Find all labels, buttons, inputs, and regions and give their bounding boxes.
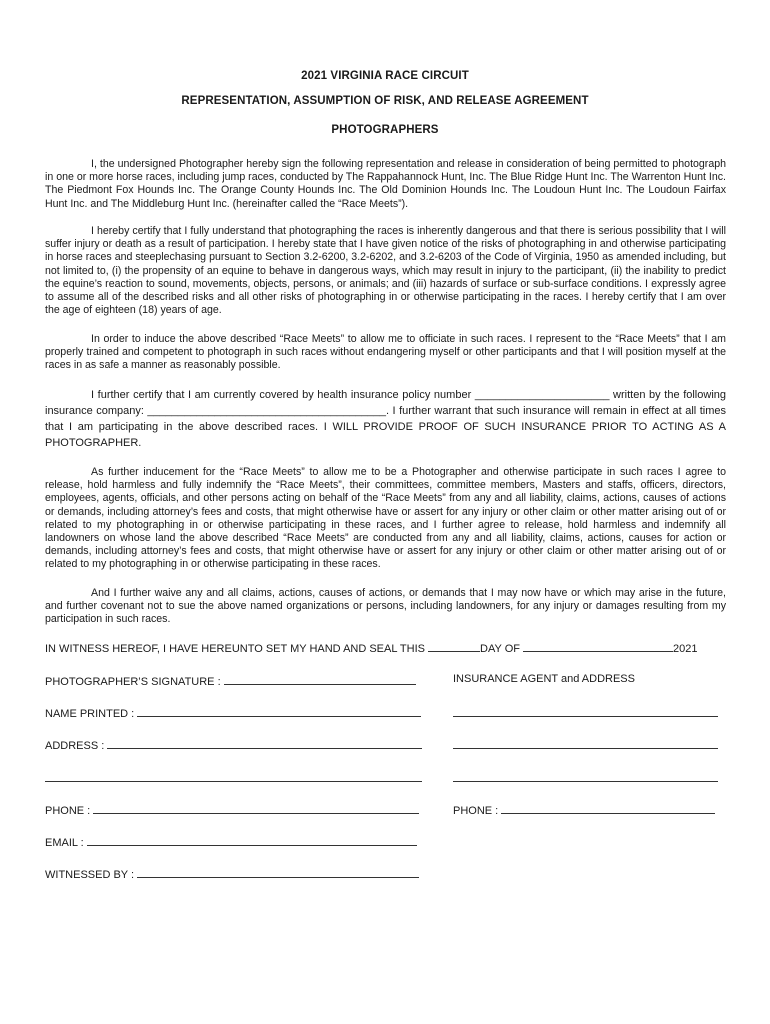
document-subtitle: REPRESENTATION, ASSUMPTION OF RISK, AND RELEASE AGREEMENT: [181, 95, 589, 107]
insurance-agent-line-3[interactable]: [453, 781, 718, 782]
email-field[interactable]: [87, 834, 417, 846]
signature-row: [45, 673, 416, 688]
phone-row: [45, 802, 419, 817]
insurance-agent-line-2[interactable]: [453, 748, 718, 749]
document-title: 2021 VIRGINIA RACE CIRCUIT: [301, 70, 469, 82]
insurance-agent-label: INSURANCE AGENT and ADDRESS: [453, 673, 635, 685]
paragraph-insurance: I further certify that I am currently covered by health insurance policy number ______________________ written by the following insurance company: _______________________________________. I further warrant that such insurance will remain in effect at all times that I am participating in the above described races. I WILL PROVIDE PROOF OF SUCH INSURANCE PRIOR TO ACTING AS A PHOTOGRAPHER.: [45, 389, 726, 449]
witness-line: [45, 640, 698, 655]
paragraph-representation: In order to induce the above described “Race Meets” to allow me to officiate in such races. I represent to the “Race Meets” that I am properly trained and competent to photograph in such races without endangering myself or other participants and that I will position myself at the races in as safe a manner as reasonably possible.: [45, 333, 726, 372]
agent-phone-label: PHONE :: [453, 805, 499, 817]
witnessed-row: [45, 866, 419, 881]
month-field[interactable]: [523, 640, 673, 652]
signature-label: PHOTOGRAPHER’S SIGNATURE :: [45, 676, 221, 688]
signature-field[interactable]: [224, 673, 416, 685]
phone-field[interactable]: [93, 802, 419, 814]
phone-label: PHONE :: [45, 805, 91, 817]
address-field[interactable]: [107, 737, 422, 749]
name-row: [45, 705, 421, 720]
witness-day-of: DAY OF: [480, 643, 520, 655]
witnessed-label: WITNESSED BY :: [45, 869, 135, 881]
email-label: EMAIL :: [45, 837, 84, 849]
paragraph-waiver: And I further waive any and all claims, actions, causes of actions, or demands that I may now have or which may arise in the future, and further covenant not to sue the above named organizations or persons, including landowners, for any injury or damages resulting from my participation in such races.: [45, 587, 726, 626]
witnessed-field[interactable]: [137, 866, 419, 878]
insurance-agent-line-1[interactable]: [453, 716, 718, 717]
address-row: [45, 737, 422, 752]
address-label: ADDRESS :: [45, 740, 105, 752]
agent-phone-field[interactable]: [501, 802, 715, 814]
paragraph-release: As further inducement for the “Race Meets” to allow me to be a Photographer and otherwise participate in such races I agree to release, hold harmless and fully indemnify the “Race Meets”, their committees, committee members, Masters and staffs, officers, directors, employees, agents, officials, and other persons acting on behalf of the “Race Meets” from any and all liability, claims, actions, causes of actions or demands, including attorney’s fees and costs, that might otherwise have or assert for any injury or other claim or other matter arising out of or related to my photographing in or otherwise participating in these races, and I further agree to release, hold harmless and indemnify all landowners on whose land the above described “Race Meets” are conducted from any and all liability, claims, actions, causes for action or demands, including attorney’s fees and costs, that might otherwise have or assert for any injury or other claim or other matter arising out of or related to my photographing in or otherwise participating in these races.: [45, 466, 726, 571]
section-heading: PHOTOGRAPHERS: [331, 124, 439, 136]
agent-phone-row: [453, 802, 715, 817]
address-field-line-2[interactable]: [45, 781, 422, 782]
email-row: [45, 834, 417, 849]
name-label: NAME PRINTED :: [45, 708, 135, 720]
paragraph-consideration: I, the undersigned Photographer hereby sign the following representation and release in consideration of being permitted to photograph in one or more horse races, including jump races, conducted by The Rappahannock Hunt, Inc. The Blue Ridge Hunt Inc. The Warrenton Hunt Inc. The Piedmont Fox Hounds Inc. The Orange County Hounds Inc. The Old Dominion Hounds Inc. The Loudoun Hunt Inc. The Loudoun Fairfax Hunt Inc. and The Middleburg Hunt Inc. (hereinafter called the “Race Meets”).: [45, 158, 726, 210]
name-field[interactable]: [137, 705, 421, 717]
paragraph-risk-certification: I hereby certify that I fully understand that photographing the races is inherently dangerous and that there is serious possibility that I will suffer injury or death as a result of participation. I hereby state that I have given notice of the risks of photographing in and otherwise participating in horse races and steeplechasing pursuant to Section 3.2-6200, 3.2-6202, and 3.2-6203 of the Code of Virginia, 1950 as amended including, but not limited to, (i) the propensity of an equine to behave in dangerous ways, which may result in injury to the participant, (ii) the inability to predict the equine’s reaction to sound, movements, objects, persons, or animals; and (iii) hazards of surface or sub-surface conditions. I expressly agree to assume all of the described risks and all other risks of photographing in or otherwise participating in the races. I hereby certify that I am over the age of eighteen (18) years of age.: [45, 225, 726, 317]
day-field[interactable]: [428, 640, 480, 652]
witness-prefix: IN WITNESS HEREOF, I HAVE HEREUNTO SET MY HAND AND SEAL THIS: [45, 643, 425, 655]
witness-year: 2021: [673, 643, 698, 655]
